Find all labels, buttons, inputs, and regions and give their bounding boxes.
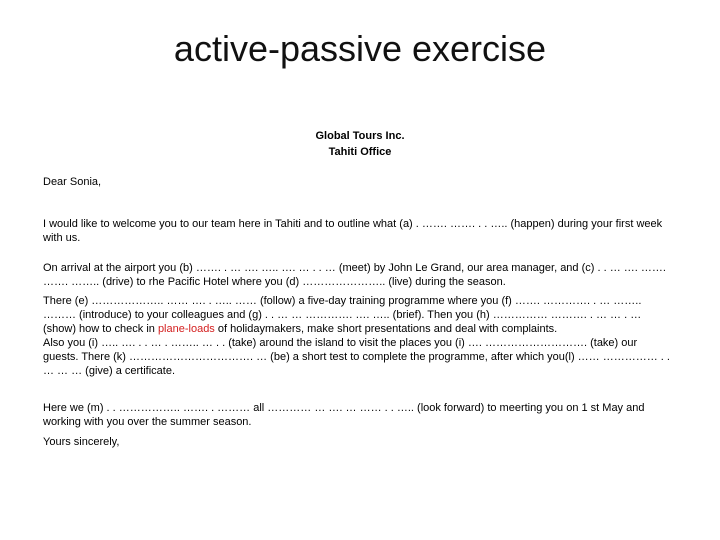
paragraph-intro: I would like to welcome you to our team here in Tahiti and to outline what (a) . ……. ……. . . ….. (happen) during your first week with us. — [43, 218, 663, 244]
office-name: Tahiti Office — [328, 146, 392, 158]
paragraph-training-text-end: of holidaymakers, make short presentations and deal with complaints. — [214, 323, 558, 335]
paragraph-arrival: On arrival at the airport you (b) ……. . … …. ….. …. … . . … (meet) by John Le Grand, our area manager, and (c) . . … …. ……. ……. …….. (drive) to rhe Pacific Hotel where you (d) ………………….. (live) during the season. — [43, 262, 666, 288]
salutation: Dear Sonia, — [43, 176, 102, 188]
paragraph-training-text: There (e) ……………….. …… …. . ….. …… (follow) a five-day training programme where you (f) ……. …………. . … …….. ……… (introduce) to your colleagues and (g) . . … … …………. …. ….. (brief). Then you (h) …………… ………. . … … . … (show) how to check in — [43, 295, 642, 335]
highlighted-word: plane-loads — [157, 323, 215, 335]
paragraph-training — [43, 294, 675, 378]
slide-title: active-passive exercise — [173, 28, 547, 69]
sign-off: Yours sincerely, — [43, 436, 120, 448]
company-name: Global Tours Inc. — [315, 130, 405, 142]
paragraph-island-text: Also you (i) ….. …. . . … . …….. … . . (take) around the island to visit the places you (i) …. ………………………. (take) our guests. There (k) ……………………………. … (be) a short test to complete the programme, after which you(l) …… …………… . . … … … (give) a certificate. — [43, 337, 670, 377]
letterhead — [0, 128, 720, 160]
paragraph-closing-remarks: Here we (m) . . …………….. ……. . ……… all ………… … …. … …… . . ….. (look forward) to meerting you on 1 st May and working with you over the summer season. — [43, 402, 645, 428]
